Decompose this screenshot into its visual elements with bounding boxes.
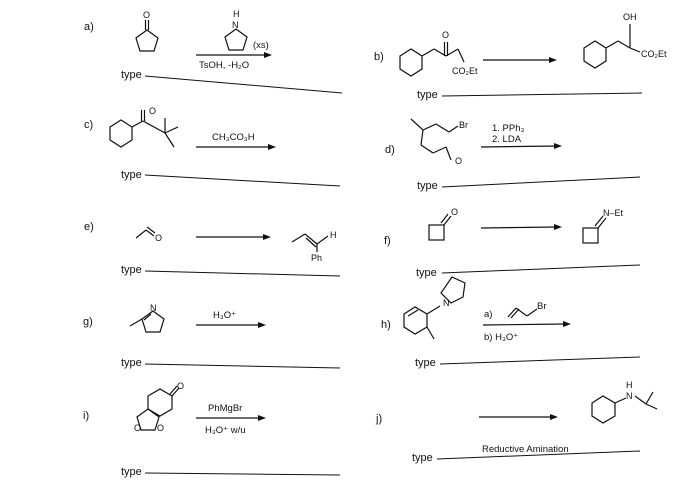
- ketal-ketone-structure: [134, 381, 184, 433]
- pyrroline-structure: [130, 303, 164, 332]
- reagent-text: (xs): [253, 40, 269, 51]
- hydroxyester-product: [584, 12, 667, 68]
- reaction-arrow: [481, 146, 557, 147]
- problem-j: [375, 380, 657, 464]
- pyrrolidine-reagent: [225, 9, 247, 50]
- reaction-arrow: [483, 324, 566, 325]
- reagent-text: TsOH, -H₂O: [199, 60, 250, 71]
- atom-label: N: [626, 391, 633, 401]
- type-label: type: [416, 267, 437, 279]
- atom-label: O: [451, 207, 459, 217]
- atom-label: O: [155, 233, 163, 243]
- problem-i: [83, 381, 340, 478]
- acetaldehyde-structure: [136, 227, 162, 243]
- reaction-arrow: [481, 227, 557, 228]
- type-label: type: [121, 264, 142, 276]
- problem-b: [374, 12, 667, 101]
- imine-product: [583, 208, 624, 243]
- atom-label: CO₂Et: [452, 66, 478, 76]
- atom-label: H: [330, 230, 337, 240]
- atom-label: O: [177, 381, 185, 391]
- atom-label: O: [134, 423, 142, 433]
- problem-label: f): [384, 235, 391, 247]
- atom-label: N: [232, 20, 239, 30]
- type-label: type: [417, 89, 438, 101]
- alkene-product: [292, 230, 337, 263]
- atom-label: CO₂Et: [641, 49, 667, 59]
- enamine-structure: [404, 277, 465, 339]
- problem-c: [84, 106, 340, 186]
- problem-label: j): [376, 413, 383, 425]
- problem-label: i): [83, 410, 90, 422]
- problem-d: [385, 119, 640, 192]
- problem-f: [384, 207, 640, 279]
- problem-label: b): [374, 51, 384, 63]
- type-label: type: [121, 69, 142, 81]
- type-answer-line[interactable]: [442, 265, 640, 273]
- problem-h: [381, 277, 640, 369]
- atom-label: H: [626, 380, 633, 390]
- problem-label: g): [83, 316, 93, 328]
- reagent-text: 2. LDA: [492, 134, 522, 145]
- problem-a: [84, 9, 342, 93]
- problem-label: c): [84, 119, 94, 131]
- cyclobutanone-structure: [429, 207, 458, 240]
- atom-label: N: [443, 298, 450, 308]
- reagent-text: b) H₃O⁺: [484, 332, 519, 343]
- cyclopentanone-structure: [136, 10, 158, 51]
- type-answer-line[interactable]: [145, 175, 340, 186]
- atom-label: O: [442, 30, 450, 40]
- atom-label: O: [157, 423, 165, 433]
- reagent-text: 1. PPh₃: [492, 123, 525, 134]
- type-answer-line[interactable]: [145, 364, 340, 368]
- problem-label: a): [84, 21, 94, 33]
- type-label: type: [417, 180, 438, 192]
- problem-label: e): [84, 221, 94, 233]
- type-answer-line[interactable]: [145, 473, 340, 475]
- ketoester-structure: [400, 30, 478, 76]
- amine-product: [592, 380, 657, 423]
- atom-label: O: [149, 106, 157, 116]
- atom-label: O: [143, 10, 151, 20]
- reagent-text: PhMgBr: [208, 403, 243, 414]
- atom-label: H: [233, 9, 240, 19]
- problem-g: [83, 303, 340, 369]
- type-answer-line[interactable]: [440, 357, 640, 364]
- type-answer-line[interactable]: [145, 271, 340, 276]
- type-answer-line[interactable]: [442, 93, 642, 96]
- type-label: type: [121, 169, 142, 181]
- atom-label: OH: [623, 12, 637, 22]
- atom-label: Ph: [311, 253, 323, 263]
- type-label: type: [121, 466, 142, 478]
- type-answer-value: Reductive Amination: [482, 444, 569, 455]
- type-label: type: [415, 357, 436, 369]
- atom-label: O: [455, 156, 463, 166]
- type-answer-line[interactable]: [442, 177, 640, 187]
- reagent-text: Br: [537, 301, 547, 312]
- atom-label: Br: [459, 120, 468, 130]
- problem-label: h): [381, 319, 391, 331]
- atom-label: N: [150, 303, 157, 313]
- reagent-text: CH₃CO₃H: [212, 132, 255, 143]
- atom-label: N–Et: [603, 208, 624, 218]
- type-label: type: [121, 357, 142, 369]
- type-answer-line[interactable]: [145, 76, 342, 93]
- reagent-text: H₃O⁺ w/u: [205, 425, 246, 436]
- reagent-text: H₃O⁺: [213, 310, 237, 321]
- type-label: type: [412, 452, 433, 464]
- problem-e: [84, 221, 340, 276]
- bromoaldehyde-structure: [411, 119, 468, 166]
- problem-label: d): [385, 144, 395, 156]
- pivalophenone-structure: [110, 106, 178, 147]
- reagent-text: a): [484, 309, 493, 320]
